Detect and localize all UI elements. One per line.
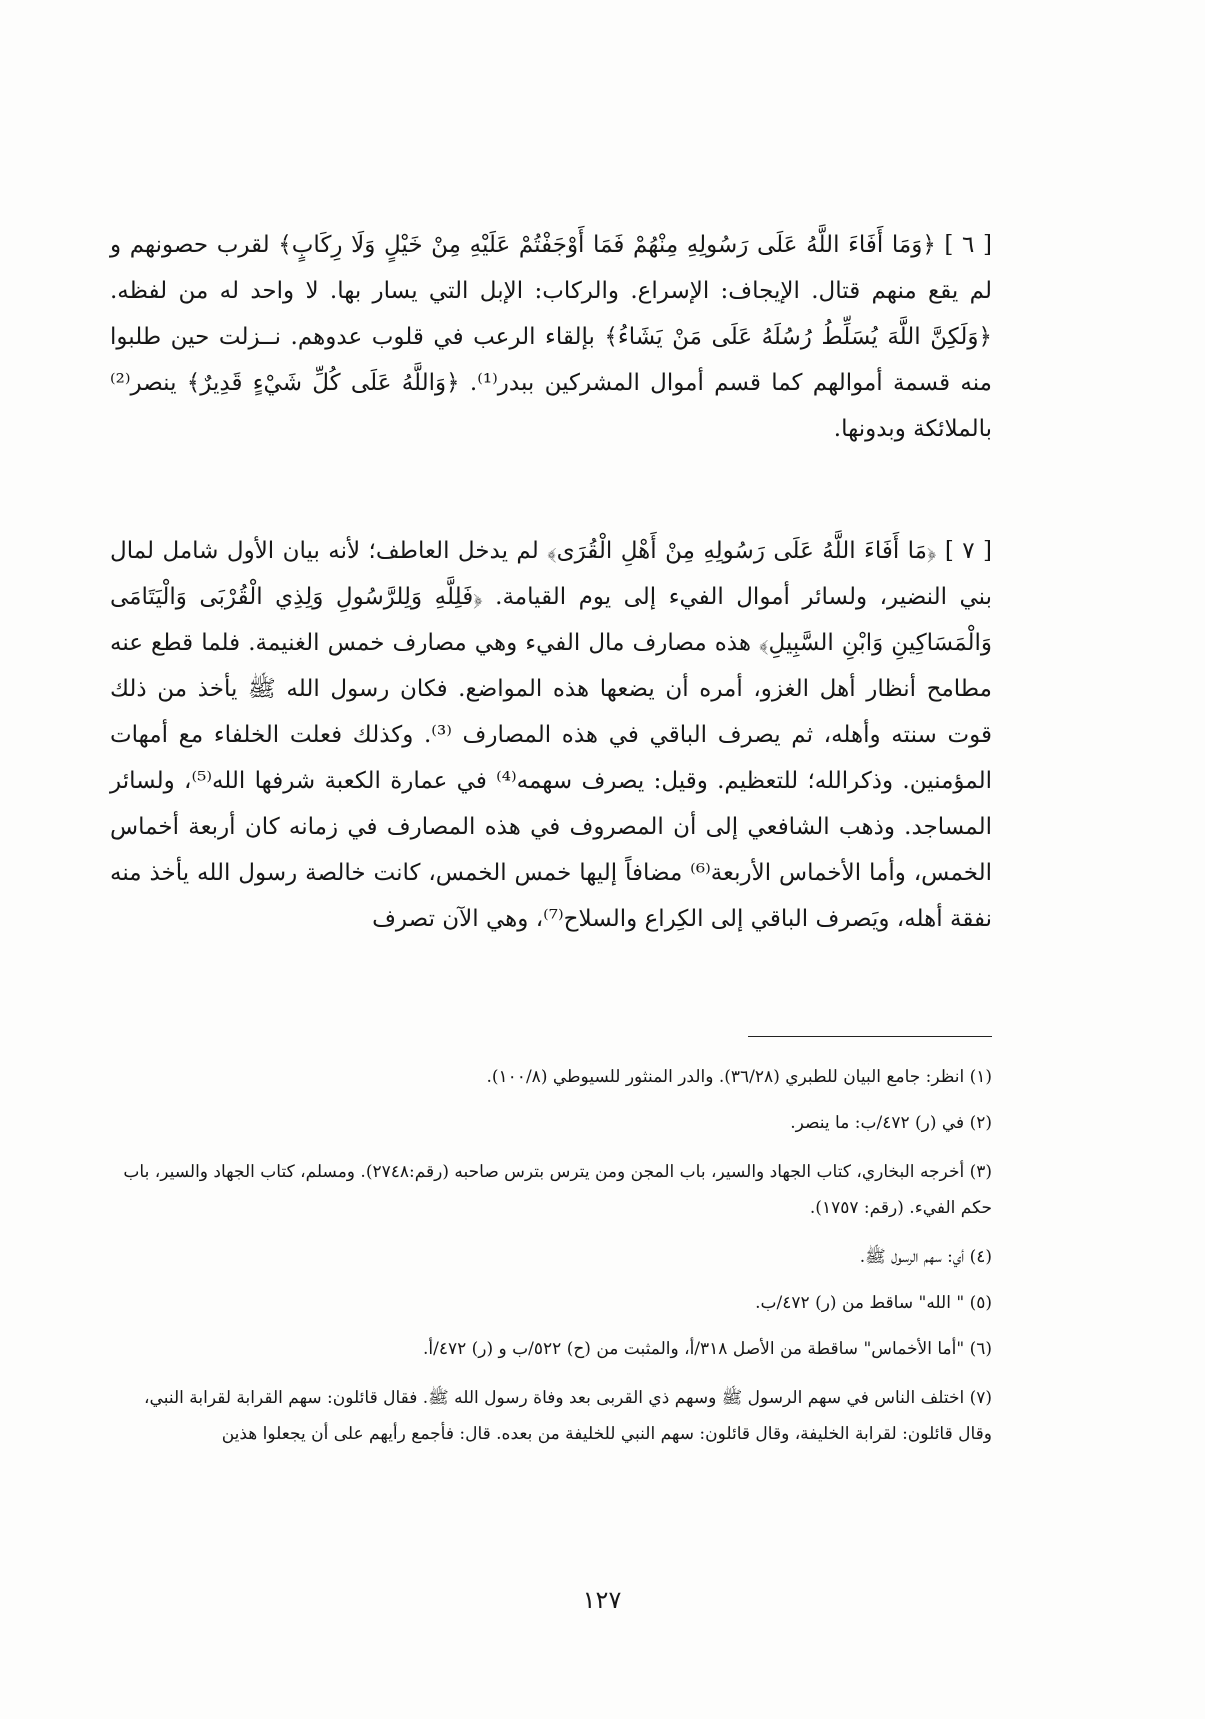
- footnote-3: (٣) أخرجه البخاري، كتاب الجهاد والسير، باب المجن ومن يترس بترس صاحبه (رقم:٢٧٤٨). ومسلم، كتاب الجهاد والسير، باب حكم الفيء. (رقم: ١٧٥٧).: [123, 1162, 992, 1218]
- paragraph-text: [ ٧ ] ﴿مَا أَفَاءَ اللَّهُ عَلَى رَسُولِهِ مِنْ أَهْلِ الْقُرَى﴾ لم يدخل العاطف؛ لأنه بيان الأول شامل لمال بني النضير، ولسائر أموال الفيء إلى يوم القيامة. ﴿فَلِلَّهِ وَلِلرَّسُولِ وَلِذِي الْقُرْبَى وَالْيَتَامَى وَالْمَسَاكِينِ وَابْنِ السَّبِيلِ﴾ هذه مصارف مال الفيء وهي مصارف خمس الغنيمة. فلما قطع عنه مطامح أنظار أهل الغزو، أمره أن يضعها هذه المواضع. فكان رسول الله ﷺ يأخذ من ذلك قوت سنته وأهله، ثم يصرف الباقي في هذه المصارف ⁽³⁾. وكذلك فعلت الخلفاء مع أمهات المؤمنين. وذكرالله؛ للتعظيم. وقيل: يصرف سهمه⁽⁴⁾ في عمارة الكعبة شرفها الله⁽⁵⁾، ولسائر المساجد. وذهب الشافعي إلى أن المصروف في هذه المصارف في زمانه كان أربعة أخماس الخمس، وأما الأخماس الأربعة⁽⁶⁾ مضافاً إليها خمس الخمس، كانت خالصة رسول الله يأخذ منه نفقة أهله، ويَصرف الباقي إلى الكِراع والسلاح⁽⁷⁾، وهي الآن تصرف: [110, 538, 993, 932]
- paragraph-verse-7: [110, 528, 992, 942]
- paragraph-verse-6: [110, 222, 992, 452]
- page-number: ١٢٧: [582, 1586, 622, 1614]
- footnote-1: (١) انظر: جامع البيان للطبري (٣٦/٢٨). والدر المنثور للسيوطي (١٠٠/٨).: [486, 1067, 992, 1087]
- footnote-5: (٥) " الله" ساقط من (ر) ٤٧٢/ب.: [755, 1293, 992, 1313]
- footnote-2: (٢) في (ر) ٤٧٢/ب: ما ينصر.: [790, 1113, 992, 1133]
- footnote-4: (٤) أي: سهم الرسول ﷺ.: [859, 1247, 992, 1267]
- footnotes: [120, 1062, 992, 1468]
- footnote-6: (٦) "أما الأخماس" ساقطة من الأصل ٣١٨/أ، والمثبت من (ح) ٥٢٢/ب و (ر) ٤٧٢/أ.: [422, 1339, 992, 1359]
- footnote-separator: [748, 1036, 992, 1037]
- paragraph-text: [ ٦ ] ﴿وَمَا أَفَاءَ اللَّهُ عَلَى رَسُولِهِ مِنْهُمْ فَمَا أَوْجَفْتُمْ عَلَيْهِ مِنْ خَيْلٍ وَلَا رِكَابٍ﴾ لقرب حصونهم و لم يقع منهم قتال. الإيجاف: الإسراع. والركاب: الإبل التي يسار بها. لا واحد له من لفظه. ﴿وَلَكِنَّ اللَّهَ يُسَلِّطُ رُسُلَهُ عَلَى مَنْ يَشَاءُ﴾ بإلقاء الرعب في قلوب عدوهم. نــزلت حين طلبوا منه قسمة أموالهم كما قسم أموال المشركين ببدر⁽¹⁾. ﴿وَاللَّهُ عَلَى كُلِّ شَيْءٍ قَدِيرٌ﴾ ينصر⁽²⁾ بالملائكة وبدونها.: [110, 232, 992, 442]
- footnote-7: (٧) اختلف الناس في سهم الرسول ﷺ وسهم ذي القربى بعد وفاة رسول الله ﷺ. فقال قائلون: سهم القرابة لقرابة النبي، وقال قائلون: لقرابة الخليفة، وقال قائلون: سهم النبي للخليفة من بعده. قال: فأجمع رأيهم على أن يجعلوا هذين: [144, 1388, 992, 1444]
